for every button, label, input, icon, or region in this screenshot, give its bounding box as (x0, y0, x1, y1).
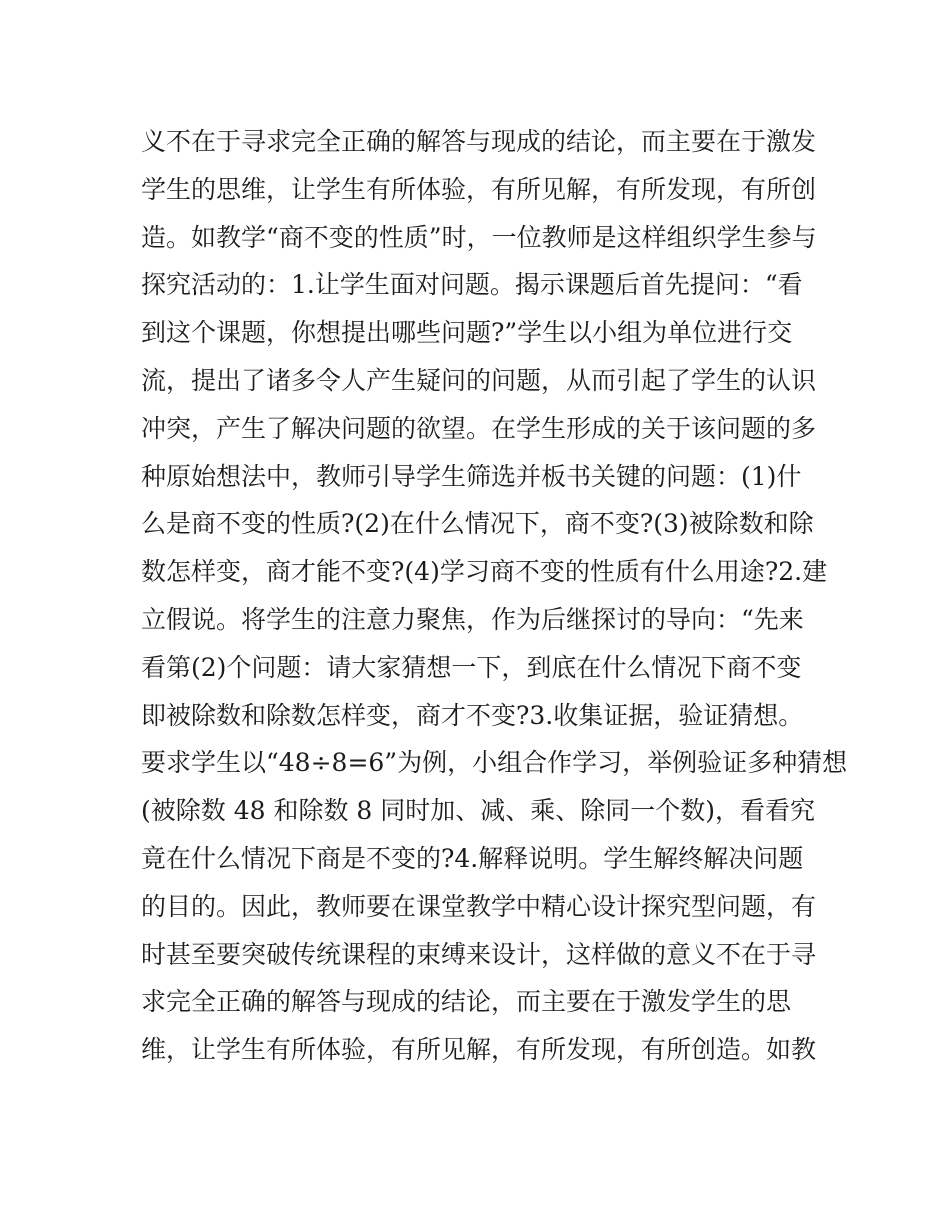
text-line: 数怎样变，商才能不变?(4)学习商不变的性质有什么用途?2.建 (141, 557, 828, 587)
text-line: 即被除数和除数怎样变，商才不变?3.收集证据，验证猜想。 (141, 700, 804, 730)
text-line: 时甚至要突破传统课程的束缚来设计，这样做的意义不在于寻 (141, 939, 817, 969)
text-line: 流，提出了诸多令人产生疑问的问题，从而引起了学生的认识 (141, 365, 817, 395)
text-line: 维，让学生有所体验，有所见解，有所发现，有所创造。如教 (141, 1035, 817, 1065)
text-line: 要求学生以“48÷8=6”为例，小组合作学习，举例验证多种猜想 (141, 748, 848, 778)
text-line: 造。如教学“商不变的性质”时，一位教师是这样组织学生参与 (141, 222, 817, 252)
text-line: 么是商不变的性质?(2)在什么情况下，商不变?(3)被除数和除 (141, 509, 814, 539)
text-line: 种原始想法中，教师引导学生筛选并板书关键的问题：(1)什 (141, 461, 802, 491)
body-text (141, 118, 848, 1074)
text-line: 的目的。因此，教师要在课堂教学中精心设计探究型问题，有 (141, 891, 817, 921)
text-line: (被除数 48 和除数 8 同时加、减、乘、除同一个数)，看看究 (141, 796, 816, 826)
text-line: 学生的思维，让学生有所体验，有所见解，有所发现，有所创 (141, 174, 817, 204)
text-line: 立假说。将学生的注意力聚焦，作为后继探讨的导向：“先来 (141, 604, 804, 634)
text-line: 求完全正确的解答与现成的结论，而主要在于激发学生的思 (141, 987, 792, 1017)
text-line: 到这个课题，你想提出哪些问题?”学生以小组为单位进行交 (141, 318, 793, 348)
text-line: 冲突，产生了解决问题的欲望。在学生形成的关于该问题的多 (141, 413, 817, 443)
text-line: 看第(2)个问题：请大家猜想一下，到底在什么情况下商不变 (141, 652, 802, 682)
text-line: 探究活动的：1.让学生面对问题。揭示课题后首先提问：“看 (141, 270, 803, 300)
text-line: 义不在于寻求完全正确的解答与现成的结论，而主要在于激发 (141, 127, 817, 156)
text-line: 竟在什么情况下商是不变的?4.解释说明。学生解终解决问题 (141, 843, 804, 873)
